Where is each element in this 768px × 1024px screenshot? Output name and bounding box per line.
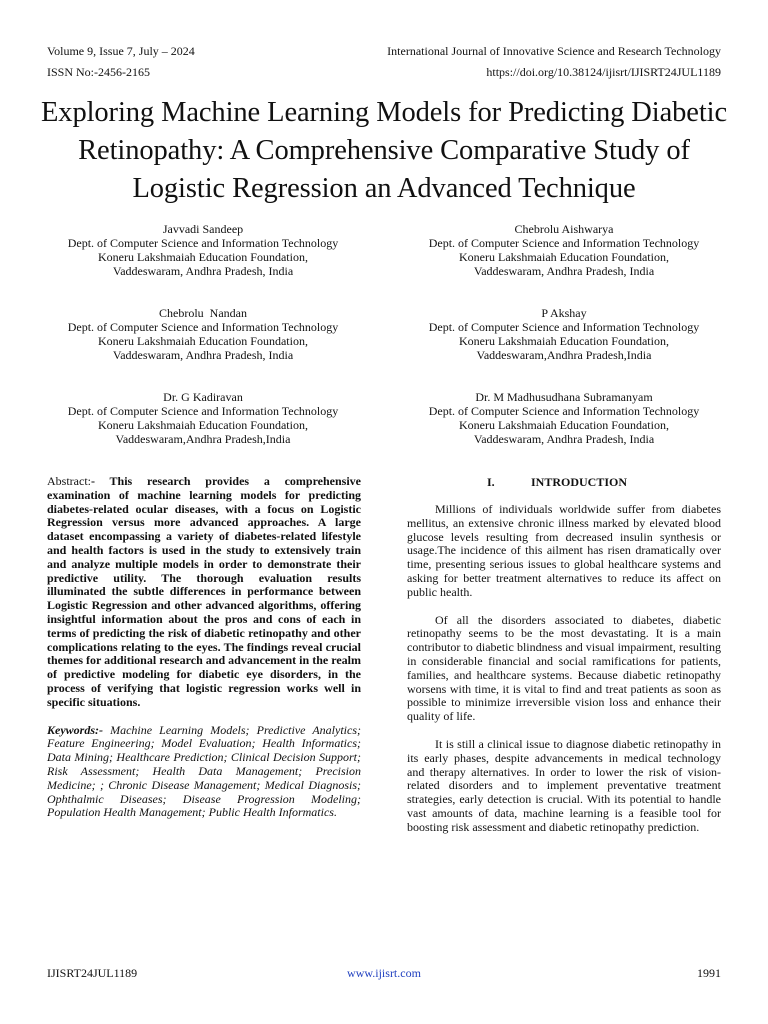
right-column <box>407 503 721 849</box>
abstract <box>47 475 361 710</box>
author-location: Vaddeswaram,Andhra Pradesh,India <box>476 348 652 362</box>
author-dept: Dept. of Computer Science and Information Technology <box>428 236 700 250</box>
doi-link[interactable]: https://doi.org/10.38124/ijisrt/IJISRT24JUL1189 <box>486 65 721 79</box>
intro-paragraph: Millions of individuals worldwide suffer from diabetes mellitus, an extensive chronic illness marked by elevated blood glucose levels resulting from decreased insulin synthesis or usage.The incidence of this ailment has risen dramatically over time, presenting serious issues to global healthcare systems and asking for better treatment alternatives to reduce its affect on public health. <box>407 502 721 599</box>
author-block <box>33 222 373 278</box>
author-location: Vaddeswaram,Andhra Pradesh,India <box>115 432 291 446</box>
author-org: Koneru Lakshmaiah Education Foundation, <box>459 334 669 348</box>
author-name: Chebrolu Aishwarya <box>514 222 614 236</box>
author-dept: Dept. of Computer Science and Information Technology <box>67 320 339 334</box>
author-name: Javvadi Sandeep <box>162 222 244 236</box>
author-org: Koneru Lakshmaiah Education Foundation, <box>459 418 669 432</box>
author-name: P Akshay <box>541 306 587 320</box>
author-org: Koneru Lakshmaiah Education Foundation, <box>98 334 308 348</box>
author-name: Dr. M Madhusudhana Subramanyam <box>475 390 653 404</box>
abstract-label: Abstract: <box>47 474 91 488</box>
author-block <box>33 390 373 446</box>
abstract-dash: - <box>91 474 110 488</box>
author-dept: Dept. of Computer Science and Information Technology <box>428 404 700 418</box>
author-location: Vaddeswaram, Andhra Pradesh, India <box>112 348 294 362</box>
footer-paper-id: IJISRT24JUL1189 <box>47 966 138 980</box>
journal-name: International Journal of Innovative Science and Research Technology <box>387 44 721 58</box>
section-number: I. <box>487 475 495 489</box>
author-name: Chebrolu Nandan <box>159 306 247 320</box>
author-block <box>394 390 734 446</box>
author-org: Koneru Lakshmaiah Education Foundation, <box>98 418 308 432</box>
page-number: 1991 <box>697 966 721 980</box>
section-title: INTRODUCTION <box>531 475 628 489</box>
author-org: Koneru Lakshmaiah Education Foundation, <box>98 250 308 264</box>
paper-title: Exploring Machine Learning Models for Predicting Diabetic Retinopathy: A Comprehensive Comparative Study of Logistic Regression an Advanced Technique <box>40 97 728 204</box>
author-location: Vaddeswaram, Andhra Pradesh, India <box>473 432 655 446</box>
abstract-text: This research provides a comprehensive examination of machine learning models for predicting diabetes-related ocular diseases, with a focus on Logistic Regression versus more advanced approaches. A large dataset encompassing a variety of diabetes-related lifestyle and health factors is used in the study to extensively train and analyze multiple models in order to demonstrate their predictive utility. The thorough evaluation results illuminated the subtle differences in performance between Logistic Regression and other advanced algorithms, offering insightful information about the pros and cons of each in terms of predicting the risk of diabetic retinopathy and other complications relating to the eyes. The findings reveal crucial themes for additional research and advancement in the realm of predictive modeling for diabetic eye disorders, in the process of verifying that logistic regression works well in specific situations. <box>47 474 362 709</box>
author-location: Vaddeswaram, Andhra Pradesh, India <box>473 264 655 278</box>
left-column <box>47 475 361 820</box>
issn: ISSN No:-2456-2165 <box>47 65 151 79</box>
keywords-label: Keywords:- <box>47 722 103 737</box>
author-block <box>394 222 734 278</box>
keywords <box>47 724 361 821</box>
author-org: Koneru Lakshmaiah Education Foundation, <box>459 250 669 264</box>
footer-site-link[interactable]: www.ijisrt.com <box>347 966 421 980</box>
intro-paragraph: Of all the disorders associated to diabetes, diabetic retinopathy seems to be the most devastating. It is a main contributor to diabetic blindness and visual impairment, resulting in considerable financial and social ramifications for patients, families, and healthcare systems. Because diabetic retinopathy worsens with time, it is vital to find and treat patients as soon as possible to minimize irreversible vision loss and enhance their quality of life. <box>407 612 721 724</box>
author-block <box>394 306 734 362</box>
author-location: Vaddeswaram, Andhra Pradesh, India <box>112 264 294 278</box>
author-dept: Dept. of Computer Science and Information Technology <box>67 236 339 250</box>
author-dept: Dept. of Computer Science and Information Technology <box>67 404 339 418</box>
volume-info: Volume 9, Issue 7, July – 2024 <box>47 44 195 58</box>
author-block <box>33 306 373 362</box>
intro-paragraph: It is still a clinical issue to diagnose diabetic retinopathy in its early phases, despite advancements in medical technology and therapy alternatives. In order to lower the risk of vision-related disorders and to implement preventative treatment strategies, early detection is crucial. With its potential to handle vast amounts of data, machine learning is a feasible tool for boosting risk assessment and diabetic retinopathy prediction. <box>407 736 721 834</box>
keywords-text: Machine Learning Models; Predictive Analytics; Feature Engineering; Model Evaluation; Health Informatics; Data Mining; Healthcare Prediction; Clinical Decision Support; Risk Assessment; Health Data Management; Precision Medicine; ; Chronic Disease Management; Medical Diagnosis; Ophthalmic Diseases; Disease Progression Modeling; Population Health Management; Public Health Informatics. <box>47 722 361 820</box>
author-dept: Dept. of Computer Science and Information Technology <box>428 320 700 334</box>
author-name: Dr. G Kadiravan <box>163 390 243 404</box>
